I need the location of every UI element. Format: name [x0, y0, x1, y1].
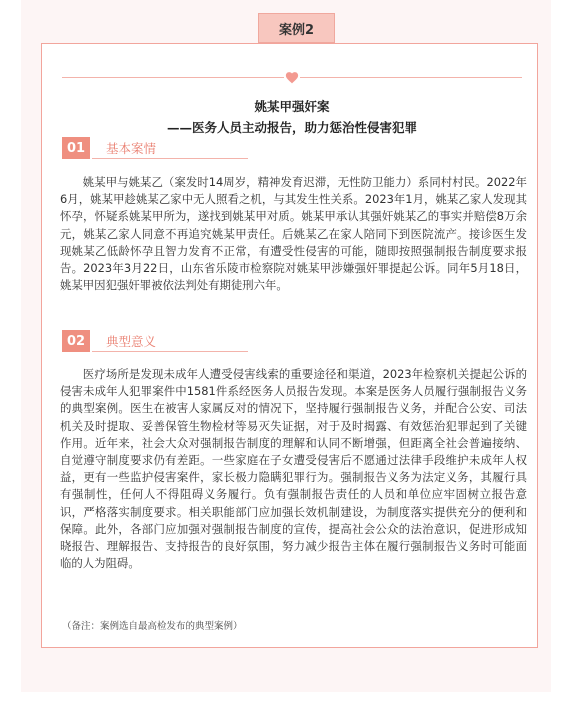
- section-underline: [92, 158, 248, 159]
- section-label: 基本案情: [106, 141, 157, 156]
- section-number: 02: [62, 330, 90, 352]
- section-header-basic-facts: [62, 137, 262, 159]
- section-number: 01: [62, 137, 90, 159]
- section-header-significance: [62, 330, 262, 352]
- case-subtitle: ——医务人员主动报告，助力惩治性侵害犯罪: [166, 120, 417, 135]
- basic-facts-paragraph: 姚某甲与姚某乙（案发时14周岁，精神发育迟滞，无性防卫能力）系同村村民。2022年6月，姚某甲趁姚某乙家中无人照看之机，与其发生性关系。2023年1月，姚某乙家人发现其怀孕，怀疑系姚某甲所为，遂找到姚某甲对质。姚某甲承认其强奸姚某乙的事实并赔偿8万余元，姚某乙家人同意不再追究姚某甲责任。后姚某乙在家人陪同下到医院流产。接诊医生发现姚某乙低龄怀孕且智力发育不正常，有遭受性侵害的可能，随即按照强制报告制度要求报告。2023年3月22日，山东省乐陵市检察院对姚某甲涉嫌强奸罪提起公诉。同年5月18日，姚某甲因犯强奸罪被依法判处有期徒刑六年。: [60, 175, 527, 293]
- case-tab: 案例2: [258, 13, 335, 43]
- source-note: （备注：案例选自最高检发布的典型案例）: [62, 621, 243, 632]
- heart-icon: [284, 69, 300, 85]
- section-underline: [92, 351, 248, 352]
- case-title: 姚某甲强奸案: [254, 99, 330, 114]
- section-label: 典型意义: [106, 334, 157, 349]
- significance-paragraph: 医疗场所是发现未成年人遭受侵害线索的重要途径和渠道，2023年检察机关提起公诉的侵害未成年人犯罪案件中1581件系经医务人员报告发现。本案是医务人员履行强制报告义务的典型案例。医生在被害人家属反对的情况下，坚持履行强制报告义务，并配合公安、司法机关及时提取、妥善保管生物检材等易灭失证据，对于及时揭露、有效惩治犯罪起到了关键作用。近年来，社会大众对强制报告制度的理解和认同不断增强，但距离全社会普遍接纳、自觉遵守制度要求仍有差距。一些家庭在子女遭受侵害后不愿通过法律手段维护未成年人权益，更有一些监护侵害案件，家长极力隐瞒犯罪行为。强制报告义务为法定义务，其履行具有强制性，任何人不得阻碍义务履行。负有强制报告责任的人员和单位应牢固树立报告意识，严格落实制度要求。相关职能部门应加强长效机制建设，为制度落实提供充分的便利和保障。此外，各部门应加强对强制报告制度的宣传，提高社会公众的法治意识，促进形成知晓报告、理解报告、支持报告的良好氛围，努力减少报告主体在履行强制报告义务时可能面临的人为阻碍。: [60, 367, 527, 571]
